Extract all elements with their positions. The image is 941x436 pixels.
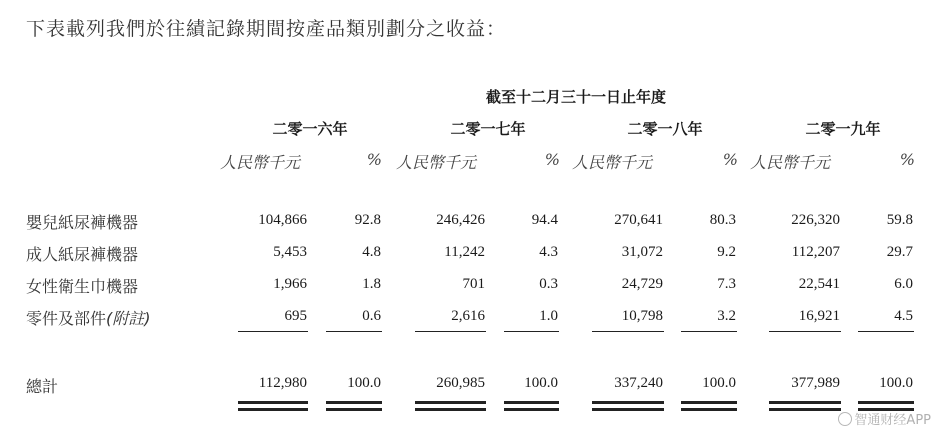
row-label-sanitary-napkin: 女性衛生巾機器 (26, 277, 139, 296)
unit-rmb-2019: 人民幣千元 (750, 153, 831, 172)
total-double-rule (504, 408, 559, 411)
row-label-parts-note: (附註) (106, 309, 151, 328)
total-cell: 260,985 (436, 375, 485, 391)
cell: 5,453 (273, 244, 307, 260)
year-header-2019: 二零一九年 (805, 120, 881, 138)
cell: 1.0 (539, 308, 558, 324)
row-label-total: 總計 (26, 377, 59, 396)
cell: 11,242 (444, 244, 485, 260)
row-label-parts (26, 306, 151, 329)
total-cell: 100.0 (879, 375, 913, 391)
total-cell: 112,980 (258, 375, 307, 391)
cell: 112,207 (791, 244, 840, 260)
unit-rmb-2016: 人民幣千元 (220, 153, 301, 172)
cell: 92.8 (354, 212, 381, 228)
total-cell: 100.0 (347, 375, 381, 391)
cell: 1,966 (273, 276, 307, 292)
cell: 24,729 (621, 276, 663, 292)
cell: 94.4 (531, 212, 558, 228)
cell: 701 (462, 276, 485, 292)
subtotal-rule (326, 331, 382, 332)
cell: 22,541 (798, 276, 840, 292)
cell: 0.6 (362, 308, 381, 324)
cell: 31,072 (621, 244, 663, 260)
total-double-rule (858, 401, 914, 404)
cell: 80.3 (709, 212, 736, 228)
total-cell: 100.0 (524, 375, 558, 391)
total-double-rule (326, 401, 382, 404)
watermark-text: 智通财经APP (854, 413, 931, 428)
total-double-rule (326, 408, 382, 411)
total-cell: 337,240 (614, 375, 663, 391)
subtotal-rule (681, 331, 737, 332)
cell: 104,866 (258, 212, 307, 228)
total-double-rule (504, 401, 559, 404)
unit-pct-2018: % (722, 150, 738, 169)
subtotal-rule (238, 331, 308, 332)
cell: 4.3 (539, 244, 558, 260)
cell: 226,320 (791, 212, 840, 228)
total-cell: 377,989 (791, 375, 840, 391)
total-double-rule (592, 408, 664, 411)
unit-rmb-2018: 人民幣千元 (572, 153, 653, 172)
cell: 59.8 (886, 212, 913, 228)
row-label-parts-text: 零件及部件 (26, 309, 107, 328)
row-label-baby-diaper: 嬰兒紙尿褲機器 (26, 213, 139, 232)
intro-text: 下表載列我們於往績記錄期間按產品類別劃分之收益： (26, 18, 507, 40)
total-double-rule (592, 401, 664, 404)
subtotal-rule (415, 331, 486, 332)
subtotal-rule (504, 331, 559, 332)
subtotal-rule (769, 331, 841, 332)
period-header: 截至十二月三十一日止年度 (485, 88, 666, 106)
row-label-adult-diaper: 成人紙尿褲機器 (26, 245, 139, 264)
cell: 4.8 (362, 244, 381, 260)
unit-pct-2019: % (899, 150, 915, 169)
total-double-rule (238, 401, 308, 404)
total-double-rule (238, 408, 308, 411)
cell: 3.2 (717, 308, 736, 324)
cell: 1.8 (362, 276, 381, 292)
cell: 4.5 (894, 308, 913, 324)
total-double-rule (769, 401, 841, 404)
total-double-rule (769, 408, 841, 411)
subtotal-rule (592, 331, 664, 332)
watermark (838, 409, 931, 428)
cell: 695 (284, 308, 307, 324)
cell: 29.7 (886, 244, 913, 260)
cell: 6.0 (894, 276, 913, 292)
cell: 10,798 (621, 308, 663, 324)
total-double-rule (415, 401, 486, 404)
year-header-2017: 二零一七年 (450, 120, 526, 138)
unit-pct-2017: % (544, 150, 560, 169)
cell: 0.3 (539, 276, 558, 292)
total-cell: 100.0 (702, 375, 736, 391)
unit-rmb-2017: 人民幣千元 (396, 153, 477, 172)
total-double-rule (681, 408, 737, 411)
year-header-2016: 二零一六年 (272, 120, 348, 138)
total-double-rule (681, 401, 737, 404)
cell: 270,641 (614, 212, 663, 228)
unit-pct-2016: % (366, 150, 382, 169)
year-header-2018: 二零一八年 (627, 120, 703, 138)
cell: 9.2 (717, 244, 736, 260)
subtotal-rule (858, 331, 914, 332)
cell: 2,616 (451, 308, 485, 324)
cell: 246,426 (436, 212, 485, 228)
cell: 7.3 (717, 276, 736, 292)
watermark-logo-icon (838, 412, 852, 426)
cell: 16,921 (798, 308, 840, 324)
total-double-rule (415, 408, 486, 411)
